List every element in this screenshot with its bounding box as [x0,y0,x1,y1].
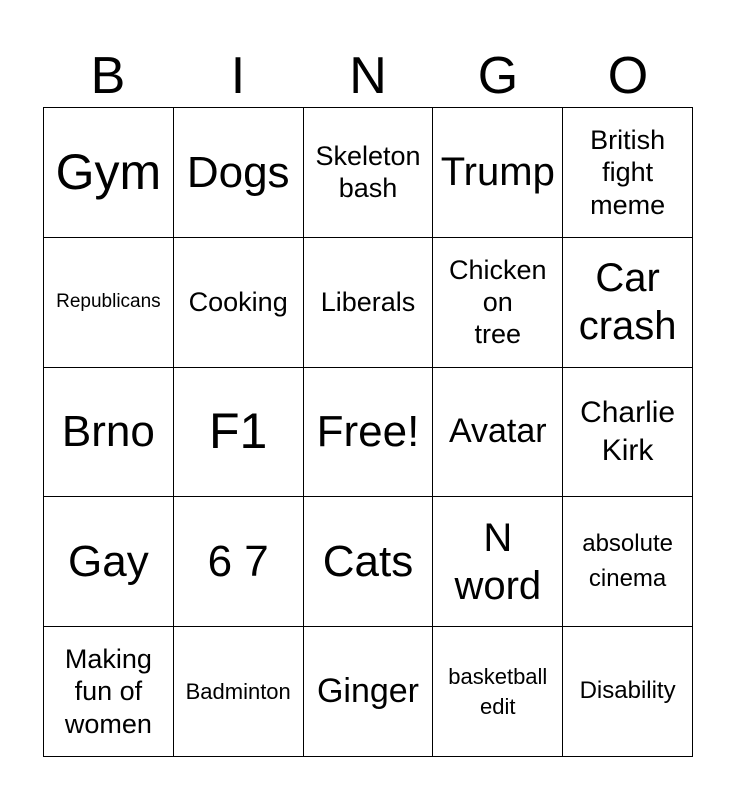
cell-text: Republicans [56,290,161,312]
cell-text: Making fun of women [64,644,152,739]
bingo-cell[interactable] [563,238,693,368]
cell-text: Gay [68,537,149,587]
bingo-cell[interactable] [44,627,174,757]
cell-text: Free! [316,407,420,457]
cell-text: Car crash [578,256,677,349]
bingo-cell[interactable] [174,238,304,368]
bingo-cell[interactable] [563,497,693,627]
bingo-cell[interactable] [433,108,563,238]
bingo-cell[interactable] [304,627,434,757]
cell-text: Trump [440,150,555,195]
bingo-cell[interactable] [433,627,563,757]
header-letter-b: B [90,47,126,105]
bingo-cell[interactable] [44,368,174,498]
bingo-cell[interactable] [304,108,434,238]
cell-text: Disability [579,677,676,705]
bingo-cell[interactable] [304,497,434,627]
bingo-cell[interactable] [563,108,693,238]
bingo-cell[interactable] [174,497,304,627]
cell-text: absolute cinema [582,529,673,592]
cell-text: 6 7 [207,537,269,587]
bingo-cell[interactable] [44,238,174,368]
header-letter-g: G [477,47,519,105]
cell-text: Dogs [186,147,290,197]
cell-text: basketball edit [448,663,548,719]
cell-text: N word [454,515,542,608]
cell-text: Cooking [188,287,288,317]
cell-text: F1 [209,403,268,460]
cell-text: Badminton [185,678,291,704]
bingo-cell[interactable] [174,627,304,757]
bingo-cell[interactable] [174,368,304,498]
bingo-board [43,107,693,757]
bingo-cell[interactable] [304,238,434,368]
cell-text: Ginger [316,672,420,711]
header-letter-i: I [230,47,246,105]
cell-text: British fight meme [590,124,666,220]
cell-text: Skeleton bash [315,141,421,204]
bingo-header [43,44,693,108]
cell-text: Chicken on tree [449,254,547,350]
cell-text: Liberals [320,287,416,317]
bingo-cell[interactable] [44,497,174,627]
cell-text: Gym [55,143,162,200]
cell-text: Brno [61,407,155,457]
cell-text: Cats [322,537,414,587]
bingo-cell[interactable] [433,497,563,627]
cell-text: Charlie Kirk [580,396,676,467]
bingo-cell[interactable] [304,368,434,498]
bingo-cell[interactable] [563,627,693,757]
bingo-cell[interactable] [563,368,693,498]
bingo-cell[interactable] [433,238,563,368]
header-letter-o: O [607,47,649,105]
bingo-cell[interactable] [174,108,304,238]
cell-text: Avatar [448,412,547,451]
bingo-cell[interactable] [433,368,563,498]
header-letter-n: N [349,47,387,105]
bingo-cell[interactable] [44,108,174,238]
